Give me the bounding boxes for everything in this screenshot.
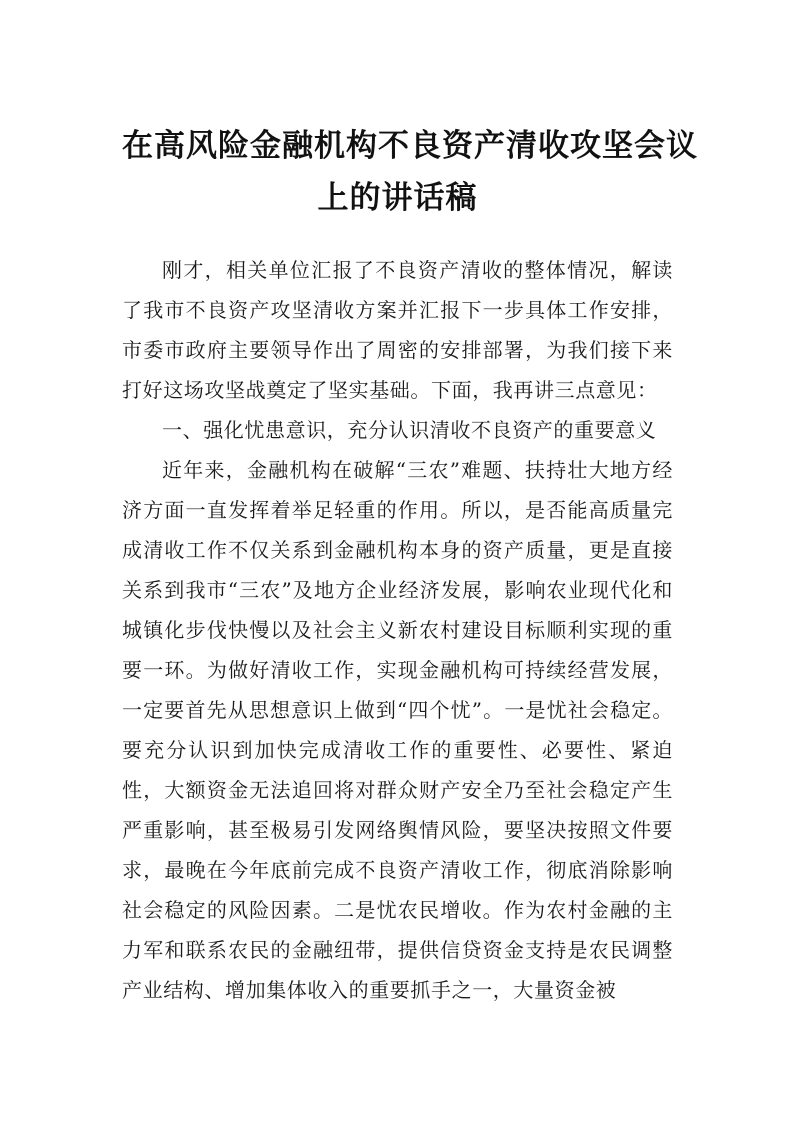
paragraph-section-1: 近年来，金融机构在破解“三农”难题、扶持壮大地方经济方面一直发挥着举足轻重的作用。所以，是否能高质量完成清收工作不仅关系到金融机构本身的资产质量，更是直接关系到我市“三农”及地方企业经济发展，影响农业现代化和城镇化步伐快慢以及社会主义新农村建设目标顺利实现的重要一环。为做好清收工作，实现金融机构可持续经营发展，一定要首先从思想意识上做到“四个忧”。一是忧社会稳定。要充分认识到加快完成清收工作的重要性、必要性、紧迫性，大额资金无法追回将对群众财产安全乃至社会稳定产生严重影响，甚至极易引发网络舆情风险，要坚决按照文件要求，最晚在今年底前完成不良资产清收工作，彻底消除影响社会稳定的风险因素。二是忧农民增收。作为农村金融的主力军和联系农民的金融纽带，提供信贷资金支持是农民调整产业结构、增加集体收入的重要抓手之一，大量资金被 (122, 458, 673, 1002)
paragraph-opening: 刚才，相关单位汇报了不良资产清收的整体情况，解读了我市不良资产攻坚清收方案并汇报下一步具体工作安排，市委市政府主要领导作出了周密的安排部署，为我们接下来打好这场攻坚战奠定了坚实基础。下面，我再讲三点意见： (122, 258, 673, 402)
document-body (122, 250, 673, 1010)
section-heading-1: 一、强化忧患意识，充分认识清收不良资产的重要意义 (162, 418, 657, 442)
title-line-1: 在高风险金融机构不良资产清收攻坚会议 (122, 128, 698, 164)
title-line-2: 上的讲话稿 (317, 180, 478, 216)
document-title (122, 120, 698, 224)
